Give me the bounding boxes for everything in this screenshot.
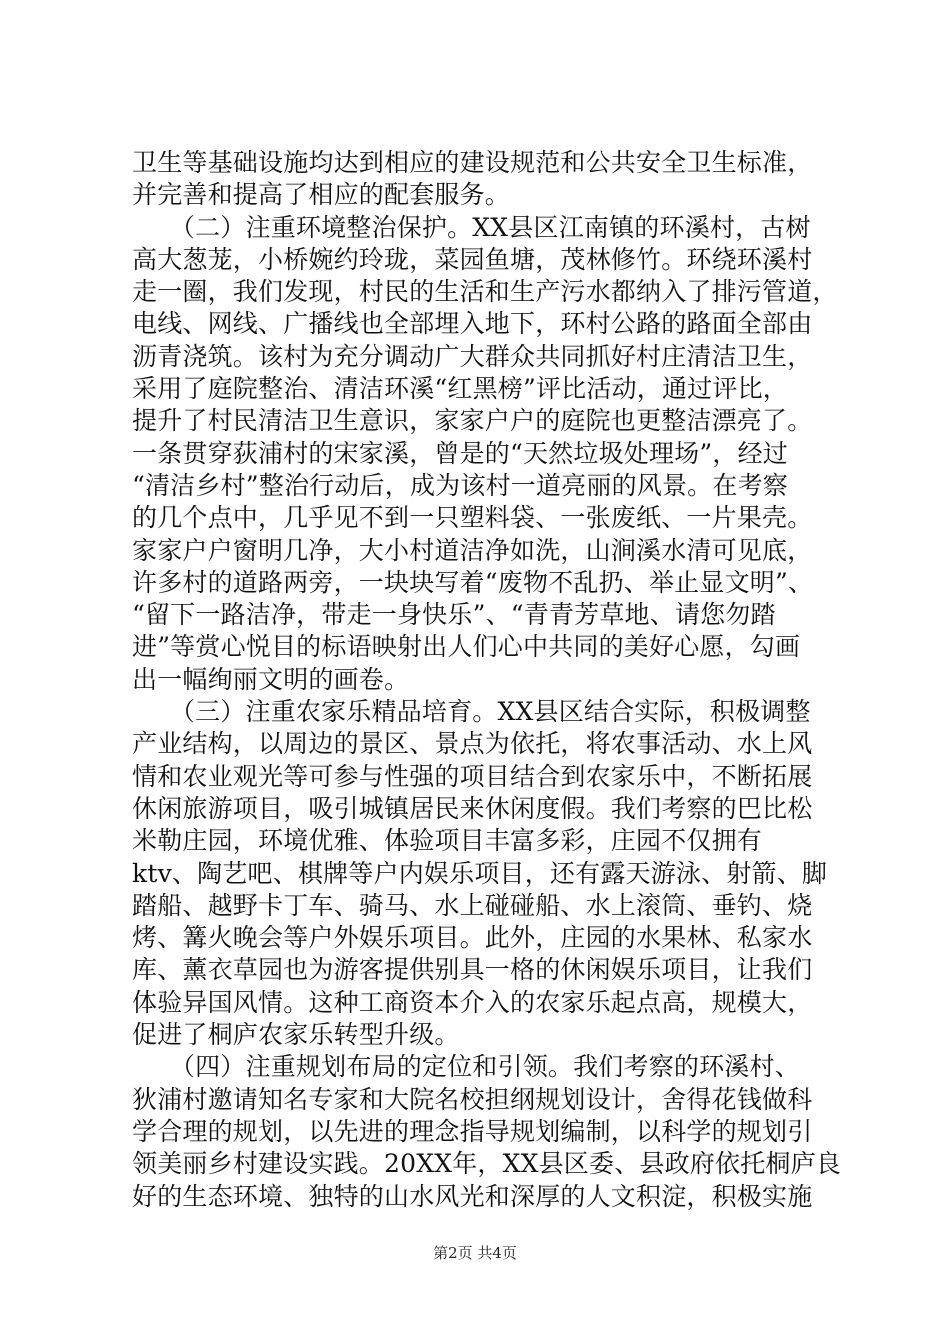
text-line: 家家户户窗明几净，大小村道洁净如洗，山涧溪水清可见底， [132,535,813,565]
body-text [132,147,842,1213]
text-line: 进”等赏心悦目的标语映射出人们心中共同的美好心愿，勾画 [132,632,801,662]
text-line: （二）注重环境整治保护。XX县区江南镇的环溪村，古树 [132,212,811,242]
text-line: 产业结构，以周边的景区、景点为依托，将农事活动、水上风 [132,729,813,759]
text-line: （三）注重农家乐精品培育。XX县区结合实际，积极调整 [132,697,811,727]
text-line: 高大葱茏，小桥婉约玲珑，菜园鱼塘，茂林修竹。环绕环溪村 [132,244,813,274]
text-line: 沥青浇筑。该村为充分调动广大群众共同抓好村庄清洁卫生， [132,341,813,371]
text-line: 学合理的规划，以先进的理念指导规划编制，以科学的规划引 [132,1116,813,1146]
text-line: 库、薰衣草园也为游客提供别具一格的休闲娱乐项目，让我们 [132,955,813,985]
text-line: 体验异国风情。这种工商资本介入的农家乐起点高，规模大， [132,987,813,1017]
text-line: 促进了桐庐农家乐转型升级。 [132,1020,460,1050]
text-line: 米勒庄园，环境优雅、体验项目丰富多彩，庄园不仅拥有 [132,826,763,856]
text-line: （四）注重规划布局的定位和引领。我们考察的环溪村、 [132,1052,800,1082]
text-line: ktv、陶艺吧、棋牌等户内娱乐项目，还有露天游泳、射箭、脚 [132,858,828,888]
text-line: 提升了村民清洁卫生意识，家家户户的庭院也更整洁漂亮了。 [132,406,813,436]
text-line: 一条贯穿荻浦村的宋家溪，曾是的“天然垃圾处理场”，经过 [132,438,788,468]
text-line: 电线、网线、广播线也全部埋入地下，环村公路的路面全部由 [132,309,813,339]
text-line: 领美丽乡村建设实践。20XX年，XX县区委、县政府依托桐庐良 [132,1149,842,1179]
text-line: 烤、篝火晚会等户外娱乐项目。此外，庄园的水果林、私家水 [132,923,813,953]
text-line: 采用了庭院整治、清洁环溪“红黑榜”评比活动，通过评比， [132,374,788,404]
text-line: 狄浦村邀请知名专家和大院名校担纲规划设计，舍得花钱做科 [132,1084,813,1114]
text-line: 卫生等基础设施均达到相应的建设规范和公共安全卫生标准， [132,148,813,177]
text-line: 好的生态环境、独特的山水风光和深厚的人文积淀，积极实施 [132,1181,813,1211]
text-line: 的几个点中，几乎见不到一只塑料袋、一张废纸、一片果壳。 [132,503,813,533]
text-line: 出一幅绚丽文明的画卷。 [132,664,410,694]
text-line: “清洁乡村”整治行动后，成为该村一道亮丽的风景。在考察 [132,470,788,500]
text-line: 许多村的道路两旁，一块块写着“废物不乱扔、举止显文明”、 [132,567,814,597]
text-line: 走一圈，我们发现，村民的生活和生产污水都纳入了排污管道， [132,277,838,307]
text-line: “留下一路洁净，带走一身快乐”、“青青芳草地、请您勿踏 [132,600,776,630]
page-footer: 第2页 共4页 [433,1244,517,1262]
text-line: 情和农业观光等可参与性强的项目结合到农家乐中，不断拓展 [132,761,813,791]
text-line: 踏船、越野卡丁车、骑马、水上碰碰船、水上滚筒、垂钓、烧 [132,890,813,920]
text-line: 并完善和提高了相应的配套服务。 [132,180,511,210]
text-line: 休闲旅游项目，吸引城镇居民来休闲度假。我们考察的巴比松 [132,793,813,823]
